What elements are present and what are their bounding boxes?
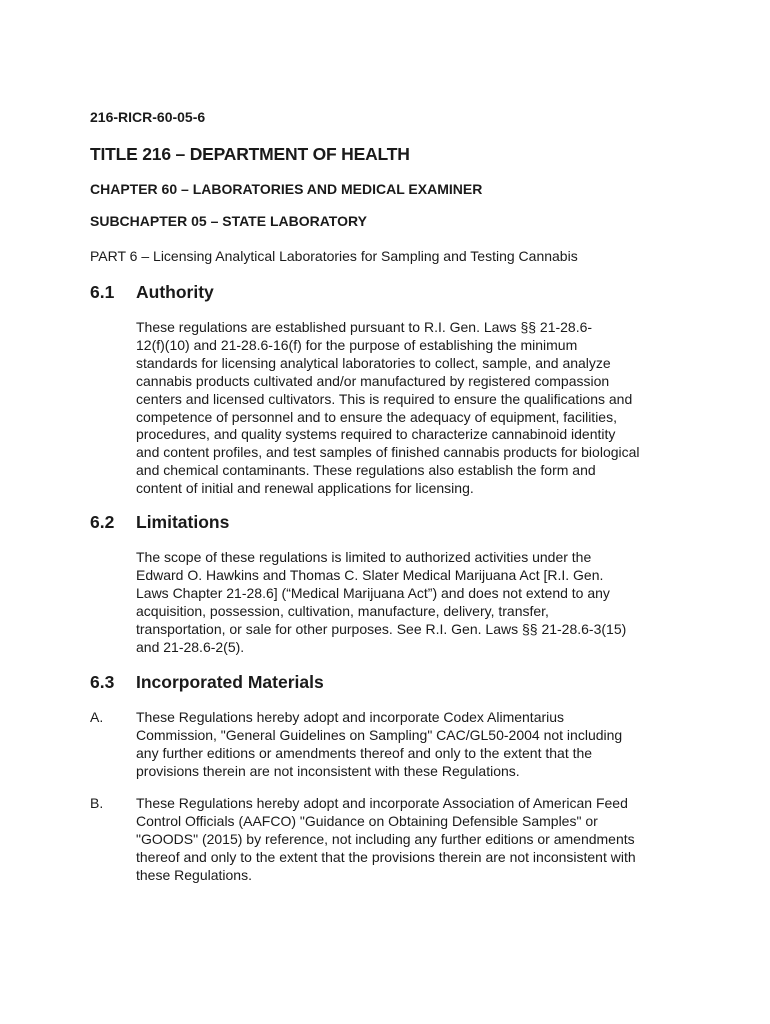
text-line: 12(f)(10) and 21-28.6-16(f) for the purpose of establishing the minimum	[136, 336, 578, 353]
text-line: These regulations are established pursuant to R.I. Gen. Laws §§ 21-28.6-	[136, 319, 593, 335]
section-number-authority: 6.1	[90, 282, 115, 302]
text-line: These Regulations hereby adopt and incorporate Codex Alimentarius	[136, 709, 565, 725]
text-line: These Regulations hereby adopt and incorporate Association of American Feed	[136, 795, 628, 811]
text-line: standards for licensing analytical laboratories to collect, sample, and analyze	[136, 354, 611, 371]
text-line: procedures, and quality systems required to characterize cannabinoid identity	[136, 426, 616, 443]
item-label-a: A.	[90, 709, 104, 725]
text-line: Control Officials (AAFCO) "Guidance on Obtaining Defensible Samples" or	[136, 812, 598, 829]
text-line: transportation, or sale for other purposes. See R.I. Gen. Laws §§ 21-28.6-3(15)	[136, 620, 627, 637]
section-heading-authority: Authority	[136, 282, 214, 302]
item-body-a	[136, 709, 686, 781]
text-line: competence of personnel and to ensure the adequacy of equipment, facilities,	[136, 408, 617, 425]
item-label-b: B.	[90, 795, 104, 811]
text-line: content of initial and renewal applications for licensing.	[136, 480, 474, 497]
text-line: centers and licensed cultivators. This is required to ensure the qualifications and	[136, 390, 633, 407]
page-title: TITLE 216 – DEPARTMENT OF HEALTH	[90, 144, 410, 164]
subchapter-heading: SUBCHAPTER 05 – STATE LABORATORY	[90, 213, 367, 229]
text-line: any further editions or amendments thereof and only to the extent that the	[136, 744, 593, 761]
text-line: Laws Chapter 21-28.6] (“Medical Marijuana Act”) and does not extend to any	[136, 584, 610, 601]
section-heading-limitations: Limitations	[136, 512, 230, 532]
text-line: provisions therein are not inconsistent with these Regulations.	[136, 762, 520, 779]
text-line: acquisition, possession, cultivation, manufacture, delivery, transfer,	[136, 602, 549, 619]
section-heading-incorporated: Incorporated Materials	[136, 672, 324, 692]
text-line: and content profiles, and test samples of finished cannabis products for biological	[136, 444, 640, 461]
section-body-authority	[136, 319, 686, 498]
text-line: cannabis products cultivated and/or manufactured by registered compassion	[136, 372, 610, 389]
text-line: "GOODS" (2015) by reference, not including any further editions or amendments	[136, 830, 635, 847]
section-number-incorporated: 6.3	[90, 672, 115, 692]
text-line: thereof and only to the extent that the provisions therein are not inconsistent with	[136, 848, 636, 865]
text-line: and 21-28.6-2(5).	[136, 638, 245, 655]
section-body-limitations	[136, 549, 686, 656]
text-line: The scope of these regulations is limited to authorized activities under the	[136, 549, 592, 565]
text-line: these Regulations.	[136, 866, 252, 883]
item-body-b	[136, 795, 686, 885]
text-line: Commission, "General Guidelines on Sampling" CAC/GL50-2004 not including	[136, 726, 623, 743]
rule-id: 216-RICR-60-05-6	[90, 109, 206, 125]
part-heading: PART 6 – Licensing Analytical Laboratories for Sampling and Testing Cannabis	[90, 248, 578, 264]
text-line: and chemical contaminants. These regulations also establish the form and	[136, 462, 596, 479]
chapter-heading: CHAPTER 60 – LABORATORIES AND MEDICAL EXAMINER	[90, 181, 483, 197]
section-number-limitations: 6.2	[90, 512, 115, 532]
text-line: Edward O. Hawkins and Thomas C. Slater Medical Marijuana Act [R.I. Gen.	[136, 566, 604, 583]
